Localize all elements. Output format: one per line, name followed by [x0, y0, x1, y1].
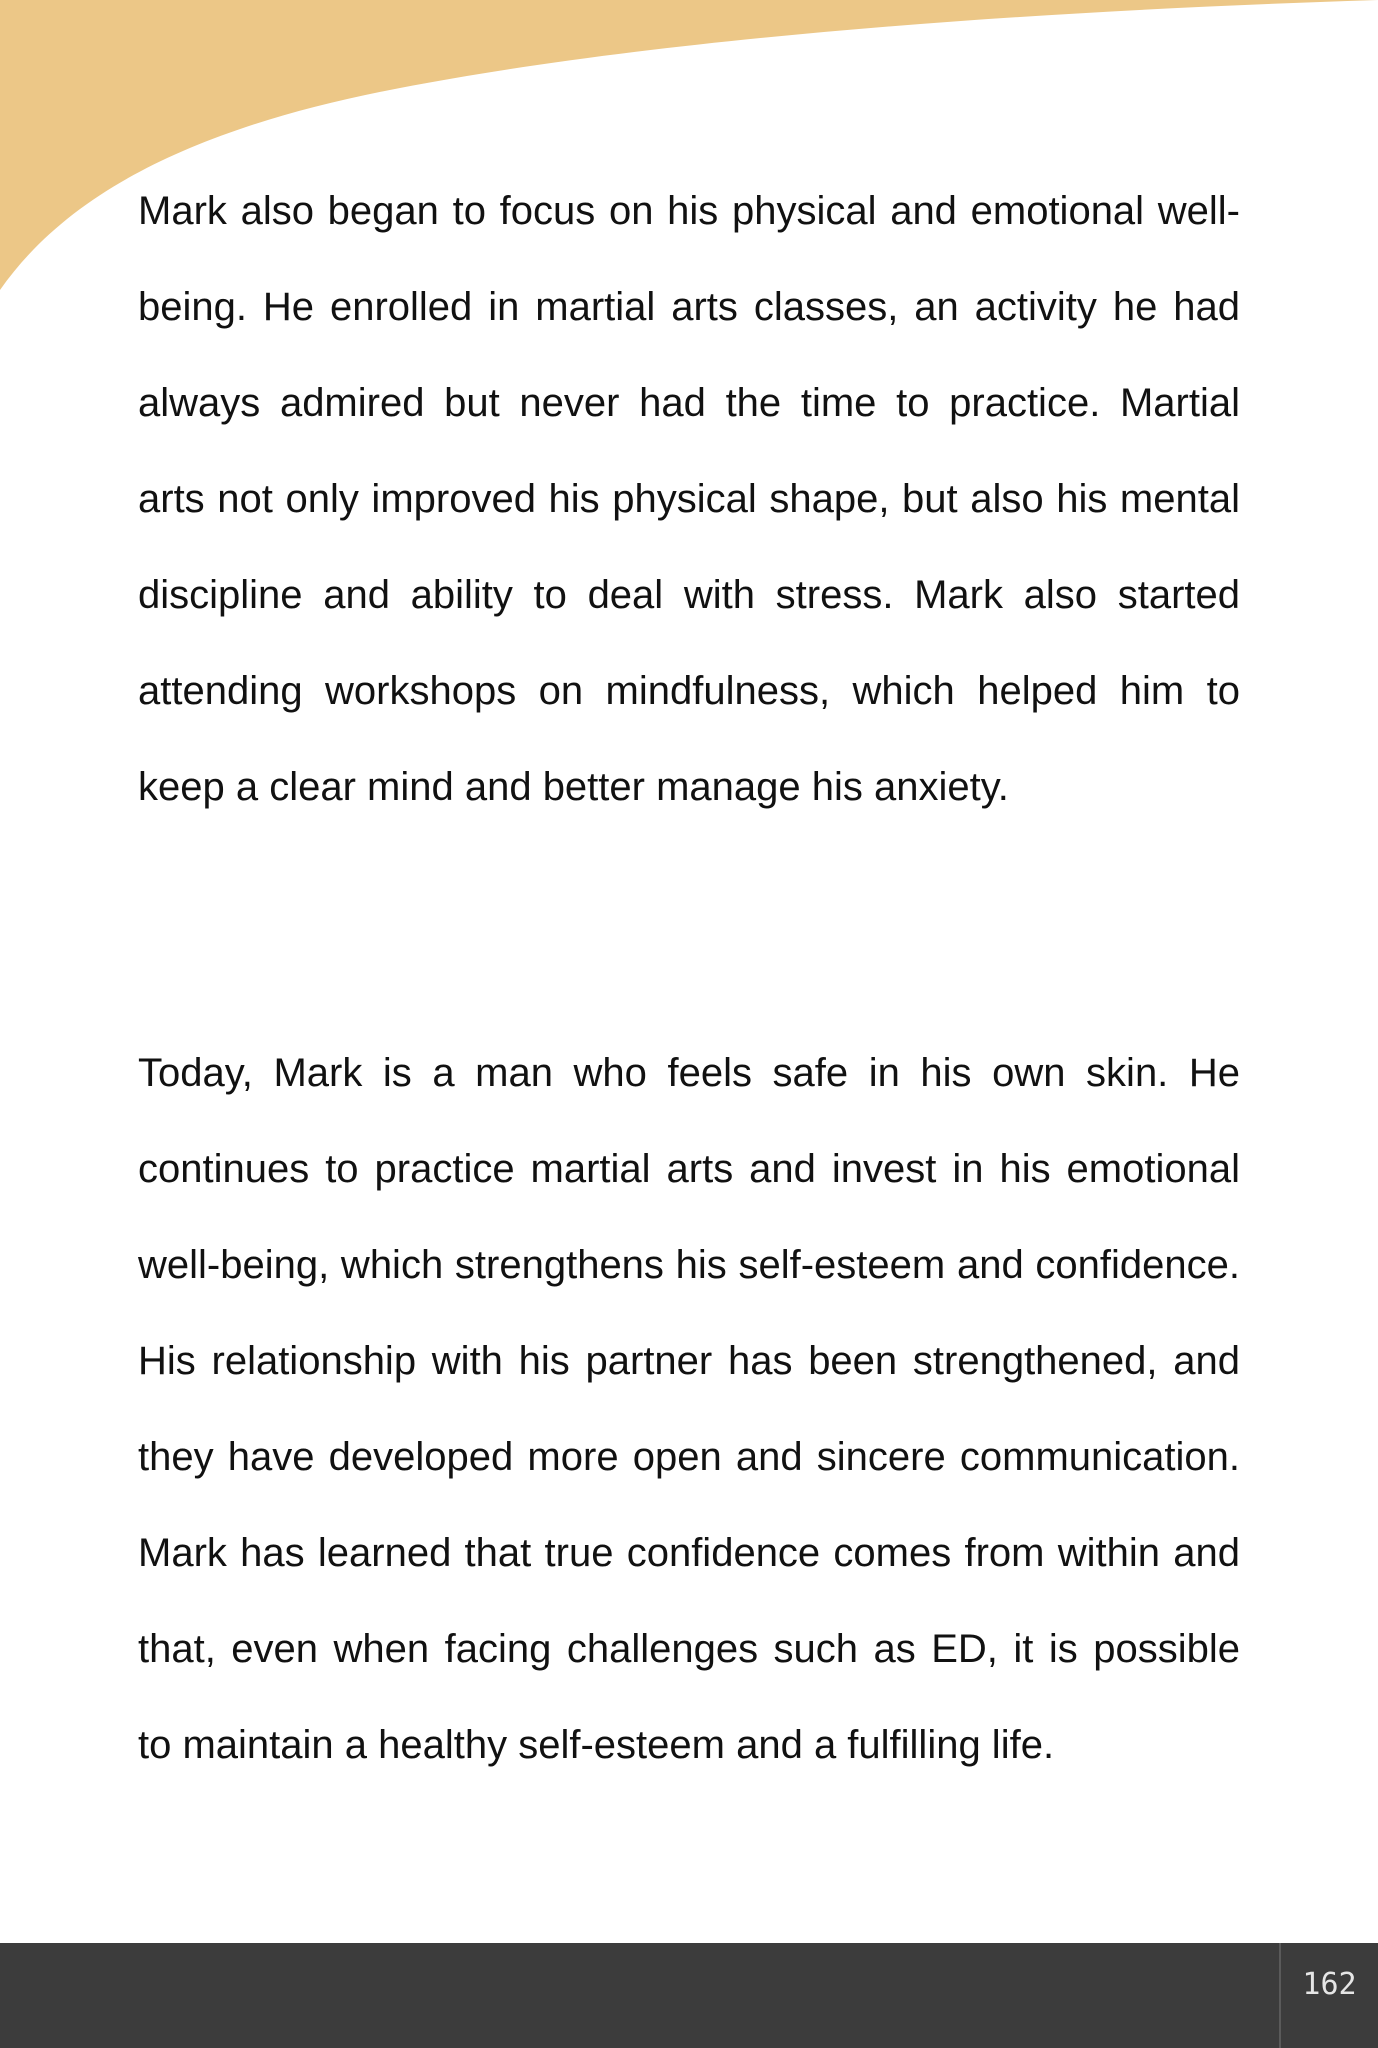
- body-paragraph-1: Mark also began to focus on his physical and emotional well-being. He enrolled in martial arts classes, an activity he had always admired but never had the time to practice. Martial arts not only improved his physical shape, but also his mental discipline and ability to deal with stress. Mark also started attending workshops on mindfulness, which helped him to keep a clear mind and better manage his anxiety.: [138, 189, 1240, 809]
- page-number: 162: [1279, 1943, 1378, 2048]
- footer-bar: [0, 1943, 1378, 2048]
- body-paragraph-2: Today, Mark is a man who feels safe in his own skin. He continues to practice martial arts and invest in his emotional well-being, which strengthens his self-esteem and confidence. His relationship with his partner has been strengthened, and they have developed more open and sincere communication. Mark has learned that true confidence comes from within and that, even when facing challenges such as ED, it is possible to maintain a healthy self-esteem and a fulfilling life.: [138, 1051, 1240, 1767]
